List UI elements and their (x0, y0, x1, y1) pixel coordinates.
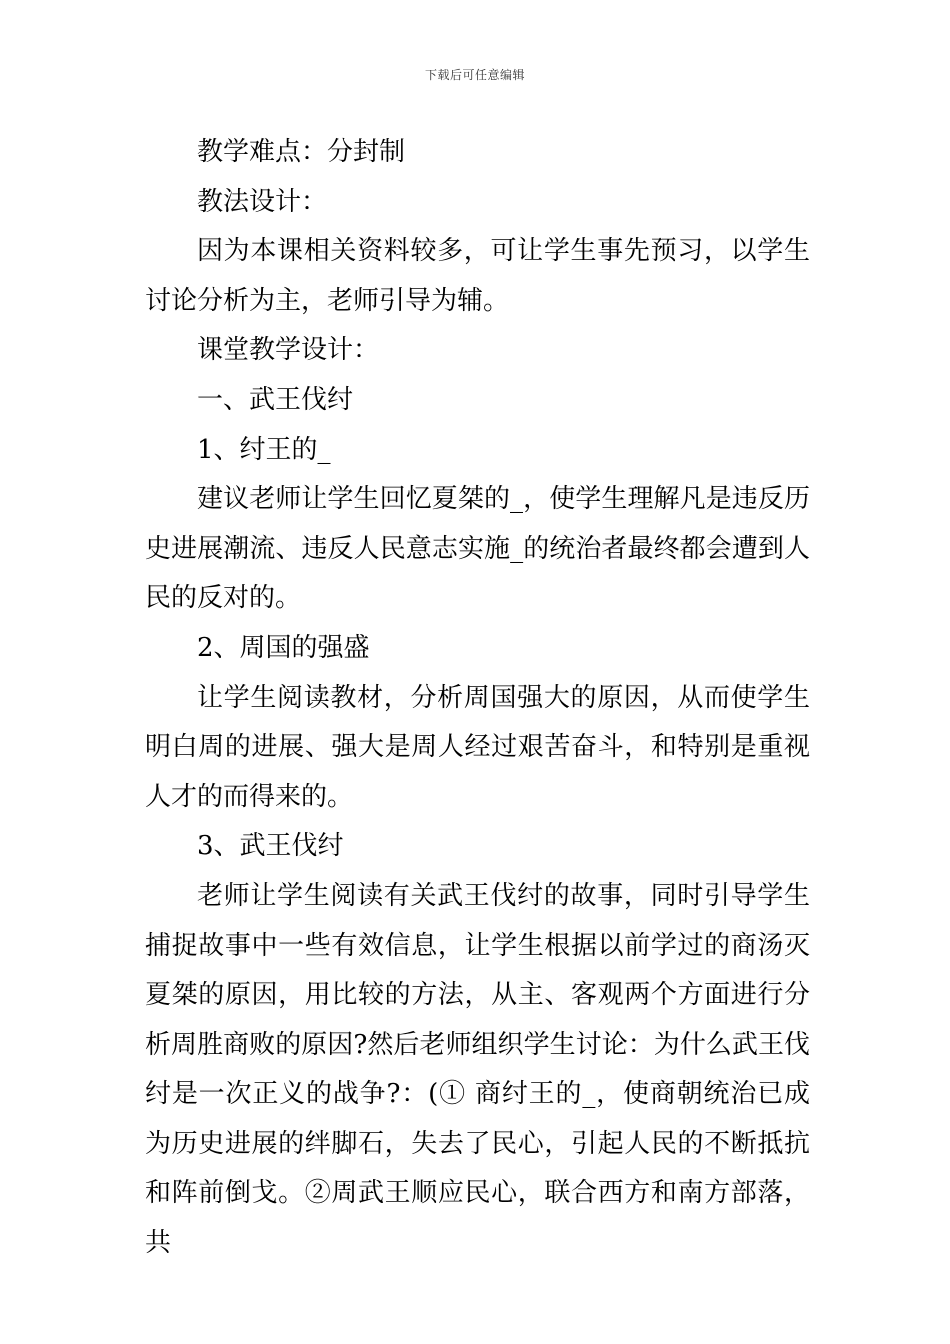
page-header-note: 下载后可任意编辑 (424, 68, 525, 82)
lesson-design-heading: 课堂教学设计： (197, 335, 380, 366)
method-paragraph: 因为本课相关资料较多，可让学生事先预习，以学生讨论分析为主，老师引导为辅。 (145, 236, 810, 316)
method-heading: 教法设计： (197, 186, 328, 217)
subsection-heading-3: 3、武王伐纣 (197, 831, 344, 862)
subsection-heading-1: 1、纣王的_ (197, 434, 331, 465)
document-body (145, 128, 810, 1269)
subsection-paragraph-3: 老师让学生阅读有关武王伐纣的故事，同时引导学生捕捉故事中一些有效信息，让学生根据以前学过的商汤灭夏桀的原因，用比较的方法，从主、客观两个方面进行分析周胜商败的原因?然后老师组织学生讨论：为什么武王伐纣是一次正义的战争?：(① 商纣王的_，使商朝统治已成为历史进展的绊脚石，失去了民心，引起人民的不断抵抗和阵前倒戈。②周武王顺应民心，联合西方和南方部落，共 (145, 880, 810, 1259)
difficulty-line: 教学难点：分封制 (197, 137, 406, 167)
subsection-paragraph-2: 让学生阅读教材，分析周国强大的原因，从而使学生明白周的进展、强大是周人经过艰苦奋斗，和特别是重视人才的而得来的。 (145, 682, 810, 812)
subsection-heading-2: 2、周国的强盛 (197, 632, 370, 663)
section-heading-1: 一、武王伐纣 (197, 384, 354, 415)
subsection-paragraph-1: 建议老师让学生回忆夏桀的_，使学生理解凡是违反历史进展潮流、违反人民意志实施_的统治者最终都会遭到人民的反对的。 (145, 484, 810, 614)
